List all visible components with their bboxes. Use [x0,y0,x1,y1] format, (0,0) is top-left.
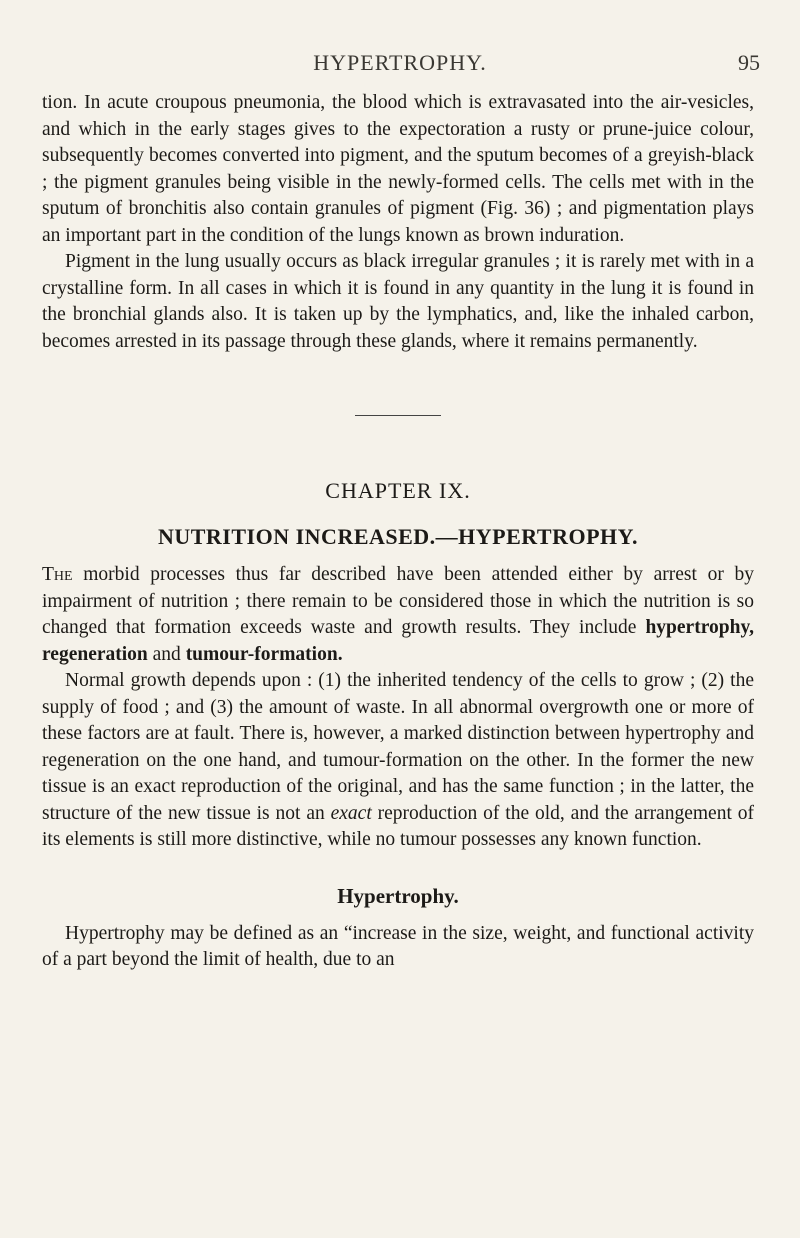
section-title: Hypertrophy. [337,883,459,908]
paragraph-growth-text-1: Normal growth depends upon : (1) the inherited tendency of the cells to grow ; (2) the supply of food ; and (3) the amount of waste. In all abnormal overgrowth one or more of these factors are at fault. There is, however, a marked distinction between hypertrophy and regeneration on the one hand, and tumour-formation on the other. In the former the new tissue is an exact reproduction of the original, and has the same function ; in the latter, the structure of the new tissue is not an [42,670,754,824]
paragraph-morbid-processes [42,562,754,668]
chapter-number: CHAPTER IX. [325,478,471,503]
section-divider [355,415,441,416]
running-head: HYPERTROPHY. [313,50,487,75]
page-number: 95 [738,50,760,75]
chapter-title: NUTRITION INCREASED.—HYPERTROPHY. [157,524,639,549]
paragraph-hypertrophy-definition: Hypertrophy may be defined as an “increase in the size, weight, and functional activity of a part beyond the limit of health, due to an [42,922,754,970]
lead-word: The [42,564,73,585]
paragraph-normal-growth [42,668,754,854]
paragraph-lung-pigment: Pigment in the lung usually occurs as black irregular granules ; it is rarely met with in a crystalline form. In all cases in which it is found in any quantity in the lung it is found in the bronchial glands also. It is taken up by the lymphatics, and, like the inhaled carbon, becomes arrested in its passage through these glands, where it remains permanently. [42,251,754,352]
term-tumour-formation: tumour-formation. [185,643,343,665]
term-hypertrophy-regeneration: hypertrophy, regeneration [42,617,754,665]
page-body [42,90,754,974]
paragraph-morbid-mid: and [147,643,186,665]
paragraph-morbid-text: morbid processes thus far described have been attended either by arrest or by impairment of nutrition ; there remain to be considered those in which the nutrition is so changed that formation exceeds waste and growth results. They include [42,564,754,638]
paragraph-growth-text-2: reproduction of the old, and the arrangement of its elements is still more distinctive, while no tumour possesses any known function. [42,802,754,850]
paragraph-pneumonia: tion. In acute croupous pneumonia, the blood which is extravasated into the air-vesicles, and which in the early stages gives to the expectoration a rusty or prune-juice colour, subsequently becomes converted into pigment, and the sputum becomes of a greyish-black ; the pigment granules being visible in the newly-formed cells. The cells met with in the sputum of bronchitis also contain granules of pigment (Fig. 36) ; and pigmentation plays an important part in the condition of the lungs known as brown induration. [42,92,754,246]
term-exact: exact [330,802,372,824]
